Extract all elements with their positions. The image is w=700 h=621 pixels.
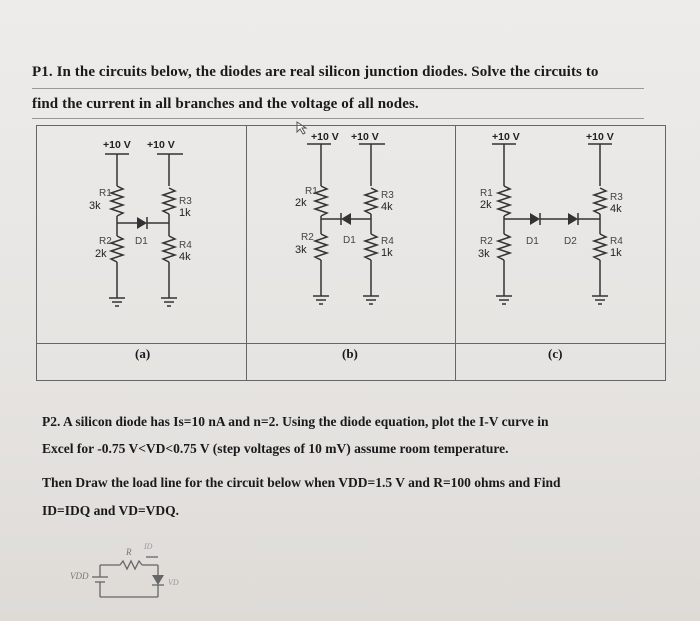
circuit-c-supply-2: +10 V	[586, 131, 615, 143]
circuit-a-cell	[37, 126, 247, 344]
circuit-a-r3-value: 1k	[179, 207, 191, 219]
circuit-a-r1-name: R1	[99, 188, 112, 199]
circuit-b-r3-name: R3	[380, 190, 394, 201]
problem1-line1: P1. In the circuits below, the diodes are real silicon junction diodes. Solve the circuits to	[32, 64, 599, 80]
circuit-b-supply-1: +10 V	[310, 131, 339, 143]
circuit-c-caption: (c)	[548, 346, 563, 361]
circuit-a-r4-value: 4k	[179, 251, 191, 263]
diode-d1-icon	[341, 213, 351, 225]
problem2-line2: Excel for -0.75 V<VD<0.75 V (step voltages of 10 mV) assume room temperature.	[42, 441, 509, 456]
circuit-a-supply-1: +10 V	[103, 139, 131, 151]
underline-rule	[32, 118, 644, 119]
problem1-line2: find the current in all branches and the voltage of all nodes.	[32, 96, 419, 112]
circuit-b-r2-name: R2	[300, 232, 314, 243]
circuit-b-r2-value: 3k	[294, 244, 307, 256]
circuit-b-r3-value: 4k	[380, 201, 393, 213]
schematic-current-label: ID	[144, 542, 153, 551]
problem2-line1: P2. A silicon diode has Is=10 nA and n=2. Using the diode equation, plot the I-V curve in	[42, 414, 549, 429]
circuit-b-r1-value: 2k	[294, 197, 307, 209]
circuit-a-diagram	[37, 126, 247, 344]
diode-d2-icon	[568, 213, 578, 225]
schematic-resistor-label: R	[126, 547, 132, 557]
circuit-a-supply-2: +10 V	[147, 139, 175, 151]
circuit-a-r1-value: 3k	[89, 200, 101, 212]
problem2-line3: Then Draw the load line for the circuit below when VDD=1.5 V and R=100 ohms and Find	[42, 475, 561, 490]
circuit-a-r2-value: 2k	[95, 248, 107, 260]
circuit-b-r4-name: R4	[380, 236, 394, 247]
circuit-c-supply-1: +10 V	[492, 131, 521, 143]
circuit-c-diagram	[456, 126, 666, 344]
circuit-a-r2-name: R2	[99, 236, 112, 247]
circuit-c-r2-value: 3k	[478, 248, 490, 260]
problem2-line4: ID=IDQ and VD=VDQ.	[42, 503, 180, 518]
underline-rule	[32, 88, 644, 89]
circuit-c-r1-name: R1	[480, 188, 494, 199]
circuit-a-d1-label: D1	[135, 236, 148, 247]
circuit-b-supply-2: +10 V	[350, 131, 379, 143]
circuit-c-r1-value: 2k	[480, 199, 492, 211]
load-line-schematic	[40, 535, 190, 605]
diode-d1-icon	[530, 213, 540, 225]
diode-icon	[152, 575, 164, 585]
circuit-b-d1-label: D1	[342, 235, 356, 246]
circuit-a-r4-name: R4	[179, 240, 192, 251]
circuit-b-diagram	[247, 126, 457, 344]
circuit-c-d1-label: D1	[526, 236, 540, 247]
circuit-b-caption: (b)	[342, 346, 358, 361]
circuit-c-r2-name: R2	[480, 236, 494, 247]
circuit-c-r3-value: 4k	[610, 203, 622, 215]
circuits-table	[36, 125, 666, 381]
schematic-source-label: VDD	[70, 571, 89, 581]
circuit-c-d2-label: D2	[564, 236, 578, 247]
circuit-a-r3-name: R3	[179, 196, 192, 207]
circuit-b-r1-name: R1	[304, 186, 318, 197]
circuit-c-r4-value: 1k	[610, 247, 622, 259]
circuit-c-r3-name: R3	[610, 192, 624, 203]
circuit-c-cell	[456, 126, 666, 344]
diode-d1-icon	[137, 217, 147, 229]
circuit-a-caption: (a)	[135, 346, 151, 361]
circuit-c-r4-name: R4	[610, 236, 624, 247]
circuit-b-r4-value: 1k	[380, 247, 393, 259]
schematic-diode-voltage-label: VD	[168, 578, 179, 587]
circuit-b-cell	[246, 126, 456, 344]
